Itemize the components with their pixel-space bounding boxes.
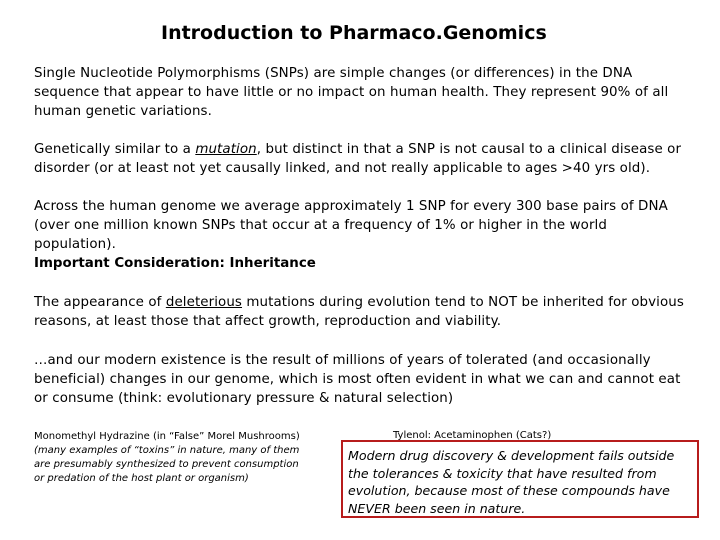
inheritance-heading: Important Consideration: Inheritance <box>34 256 316 271</box>
slide-title: Introduction to Pharmaco.Genomics <box>161 22 547 44</box>
evolution-paragraph: …and our modern existence is the result of millions of years of tolerated (and occasionally beneficial) changes in our genome, which is most often evident in what we can and cannot eat or consume (think: evolutionary pressure & natural selection) <box>34 353 681 406</box>
mutation-link[interactable]: mutation <box>195 142 257 157</box>
paragraph-text: The appearance of <box>34 295 166 310</box>
mutation-comparison-paragraph <box>34 140 684 178</box>
paragraph-text: , but distinct in that a SNP is not causal to a clinical disease or disorder (or at least not yet causally linked, and not really applicable to ages >40 yrs old). <box>34 142 682 176</box>
hydrazine-note <box>34 430 309 486</box>
snp-definition-paragraph: Single Nucleotide Polymorphisms (SNPs) are simple changes (or differences) in the DNA sequence that appear to have little or no impact on human health. They represent 90% of all human genetic variations. <box>34 66 669 119</box>
tylenol-note: Tylenol: Acetaminophen (Cats?) <box>393 430 552 441</box>
deleterious-mutations-paragraph <box>34 293 684 331</box>
paragraph-text: Genetically similar to a <box>34 142 196 157</box>
hydrazine-note-title: Monomethyl Hydrazine (in “False” Morel Mushrooms) <box>34 431 300 442</box>
deleterious-term: deleterious <box>165 295 243 310</box>
paragraph-text: mutations during evolution tend to NOT be inherited for obvious reasons, at least those that affect growth, reproduction and viability. <box>34 295 684 329</box>
snp-frequency-paragraph: Across the human genome we average approximately 1 SNP for every 300 base pairs of DNA (over one million known SNPs that occur at a frequency of 1% or higher in the world population). <box>34 199 668 252</box>
drug-discovery-callout: Modern drug discovery & development fails outside the tolerances & toxicity that have resulted from evolution, because most of these compounds have NEVER been seen in nature. <box>341 440 699 518</box>
hydrazine-note-detail: (many examples of “toxins” in nature, many of them are presumably synthesized to prevent consumption or predation of the host plant or organism) <box>34 445 300 484</box>
